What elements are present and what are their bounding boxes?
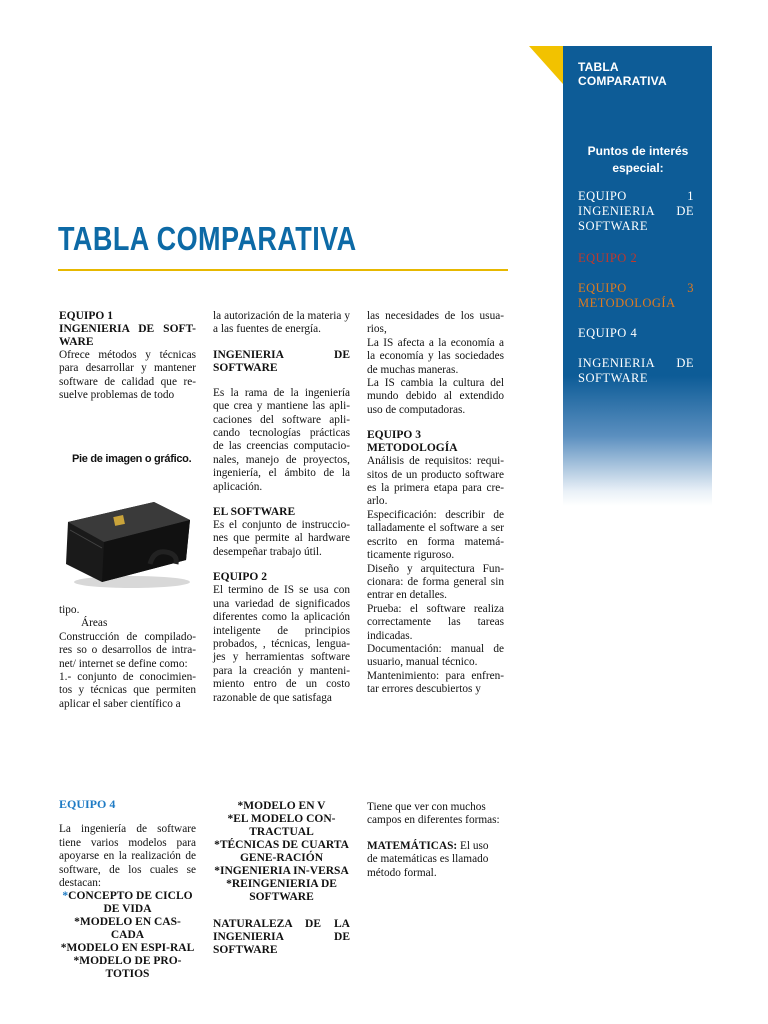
col3-mantenimiento: Mantenimiento: para enfren-tar errores descubiertos y	[367, 669, 504, 696]
list-item: *MODELO EN CAS-CADA	[74, 916, 181, 942]
equipo-4-paragraph: La ingeniería de software tiene varios modelos para apoyarse en la realización de software, de los cuales se destacan:	[59, 823, 196, 890]
sidebar-item-equipo-4[interactable]: EQUIPO 4	[578, 326, 638, 340]
col1-conjunto: 1.- conjunto de conocimien-tos y técnicas que permiten aplicar el saber científico a	[59, 671, 196, 710]
col1-construccion: Construcción de compilado-res so o desarrollos de intra-net/ internet se define como:	[59, 630, 196, 670]
col1-tipo: tipo.	[59, 604, 80, 616]
campos-paragraph: Tiene que ver con muchos campos en diferentes formas:	[367, 801, 500, 827]
bottom-column-2	[213, 800, 350, 957]
list-item: *REINGENIERIA DE SOFTWARE	[226, 878, 337, 903]
col3-prueba: Prueba: el software realiza correctamente las tareas indicadas.	[367, 602, 504, 642]
col1-heading-equipo: EQUIPO 1	[59, 310, 113, 322]
image-caption: Pie de imagen o gráfico.	[72, 453, 192, 465]
col1-areas: Áreas	[81, 617, 108, 630]
column-1-bottom	[59, 604, 196, 711]
col3-analisis: Análisis de requisitos: requi-sitos de un producto software es la primera etapa para cre-arlo.	[367, 455, 504, 508]
col2-rama: Es la rama de la ingeniería que crea y mantiene las apli-caciones del software apli-cando tecnologías prácticas de las creencias computacio-nales, manejo de proyectos, ingeniería, el ámbito de la aplicación.	[213, 386, 350, 493]
list-bullet: *	[62, 890, 69, 903]
equipo-4-heading: EQUIPO 4	[59, 797, 116, 811]
col3-heading-metodologia: METODOLOGÍA	[367, 442, 458, 455]
col2-heading-equipo-2: EQUIPO 2	[213, 571, 267, 584]
matematicas-label: MATEMÁTICAS:	[367, 839, 458, 852]
sidebar-item-equipo-2[interactable]: EQUIPO 2	[578, 251, 638, 265]
sidebar-subtitle	[573, 143, 703, 177]
bottom-column-1	[59, 798, 196, 981]
column-2	[213, 310, 350, 705]
page-title: TABLA COMPARATIVA	[58, 220, 357, 257]
matematicas-paragraph: MATEMÁTICAS: El uso de matemáticas es llamado método formal.	[367, 839, 489, 879]
naturaleza-heading: NATURALEZA DE LA INGENIERIA DE SOFTWARE	[213, 918, 350, 956]
list-item: *EL MODELO CON-TRACTUAL	[227, 813, 336, 838]
col3-heading-equipo-3: EQUIPO 3	[367, 429, 421, 442]
list-item: *TÉCNICAS DE CUARTA GENE-RACIÓN	[214, 839, 349, 864]
sidebar-item-equipo-1[interactable]: EQUIPO 1 INGENIERIA DE SOFTWARE	[578, 189, 694, 233]
col1-heading-ingenieria: INGENIERIA DE SOFT-WARE	[59, 323, 196, 348]
col2-termino: El termino de IS se usa con una variedad de significados diferentes como la aplicación inteligente de principios probados, , técnicas, lengua-jes y herramientas software para la creación y manteni-miento entro de un costo razonable de que satisfaga	[213, 584, 350, 704]
col3-diseno: Diseño y arquitectura Fun-cionara: de forma general sin entrar en detalles.	[367, 562, 504, 602]
col3-especificacion: Especificación: describir de talladamente el software a ser escrito en forma matemá-ticamente riguroso.	[367, 508, 504, 562]
sidebar-panel	[563, 46, 712, 506]
col2-autorizacion: la autorización de la materia y a las fuentes de energía.	[213, 310, 350, 336]
col2-conjunto: Es el conjunto de instruccio-nes que permite al hardware desempeñar trabajo útil.	[213, 519, 350, 558]
sidebar-subtitle-line1: Puntos de interés	[587, 144, 689, 158]
col3-necesidades: las necesidades de los usua-rios,	[367, 310, 504, 336]
sidebar-title: TABLA COMPARATIVA	[578, 60, 667, 88]
sidebar-item-ingenieria[interactable]: INGENIERIA DE SOFTWARE	[578, 356, 694, 385]
column-3	[367, 310, 504, 697]
modelos-list-2	[213, 800, 350, 904]
col3-documentacion: Documentación: manual de usuario, manual técnico.	[367, 642, 504, 669]
list-item: *INGENIERIA IN-VERSA	[214, 865, 349, 877]
col1-paragraph: Ofrece métodos y técnicas para desarrollar y mantener software de calidad que re-suelve problemas de todo	[59, 349, 196, 402]
list-item: *MODELO EN ESPI-RAL	[60, 942, 195, 955]
title-rule	[58, 269, 508, 271]
sidebar-subtitle-line2: especial:	[612, 161, 664, 175]
list-item: *MODELO EN V	[237, 800, 326, 812]
modelos-list-1	[59, 890, 196, 981]
list-item: *CONCEPTO DE CICLO DE VIDA	[62, 890, 193, 916]
col3-cultura: La IS cambia la cultura del mundo debido al extendido uso de computadoras.	[367, 377, 504, 416]
sidebar-corner-accent	[529, 46, 563, 84]
bottom-column-3	[367, 801, 502, 880]
col2-heading-software: EL SOFTWARE	[213, 506, 296, 519]
col2-heading-ingenieria: INGENIERIA DE SOFTWARE	[213, 348, 350, 374]
briefcase-image	[62, 490, 194, 590]
sidebar-item-equipo-3[interactable]: EQUIPO 3 METODOLOGÍA	[578, 281, 694, 310]
column-1-top	[59, 310, 196, 403]
list-item: *MODELO DE PRO-TOTIOS	[73, 955, 182, 981]
col3-economia: La IS afecta a la economía a la economía y las sociedades de muchas maneras.	[367, 336, 504, 376]
